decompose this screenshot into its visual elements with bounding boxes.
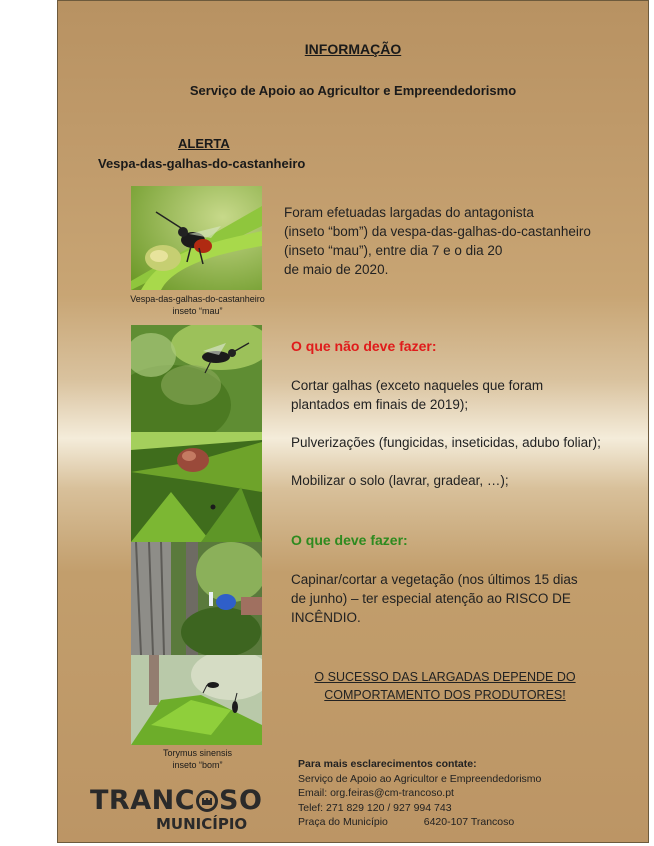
dont-item-1-line2: plantados em finais de 2019);: [291, 397, 469, 412]
logo-wordmark: [90, 786, 262, 816]
do-item-line3: INCÊNDIO.: [291, 610, 361, 625]
wasp-on-leaf-photo: [131, 325, 262, 432]
good-caption-line2: inseto “bom”: [172, 760, 223, 770]
logo-text-a: TRANC: [90, 785, 196, 816]
species-name: Vespa-das-galhas-do-castanheiro: [98, 156, 306, 171]
torymus-photo: [131, 655, 262, 745]
contact-block: [298, 757, 541, 830]
good-caption-line1: Torymus sinensis: [162, 748, 233, 758]
insect-release-photo: [131, 542, 262, 655]
page-title: INFORMAÇÃO: [304, 41, 402, 57]
dont-item-1-line1: Cortar galhas (exceto naqueles que foram: [291, 378, 544, 393]
dont-item-1: [291, 376, 543, 414]
success-line2: COMPORTAMENTO DOS PRODUTORES!: [324, 688, 566, 702]
intro-line: (inseto “mau”), entre dia 7 e o dia 20: [284, 243, 503, 258]
contact-address-row: [298, 815, 541, 830]
logo-text-b: SO: [219, 785, 263, 816]
trancoso-logo: [90, 786, 262, 832]
intro-line: Foram efetuadas largadas do antagonista: [284, 205, 534, 220]
contact-heading: Para mais esclarecimentos contate:: [298, 758, 477, 770]
bad-caption-line2: inseto “mau”: [172, 306, 223, 316]
contact-address: Praça do Município: [298, 816, 388, 828]
logo-castle-icon: [196, 789, 218, 811]
success-line1: O SUCESSO DAS LARGADAS DEPENDE DO: [314, 670, 576, 684]
contact-phone: Telef: 271 829 120 / 927 994 743: [298, 801, 452, 814]
intro-line: de maio de 2020.: [284, 262, 389, 277]
information-poster: [57, 0, 649, 843]
alert-label: ALERTA: [178, 136, 230, 151]
contact-service: Serviço de Apoio ao Agricultor e Empreendedorismo: [298, 772, 542, 785]
bad-insect-caption: [110, 293, 285, 317]
do-item-line1: Capinar/cortar a vegetação (nos últimos 15 dias: [291, 572, 578, 587]
do-item: [291, 570, 578, 627]
intro-text: [284, 203, 591, 279]
success-message: [283, 668, 607, 704]
dont-item-2: Pulverizações (fungicidas, inseticidas, adubo foliar);: [291, 435, 601, 450]
service-name: Serviço de Apoio ao Agricultor e Empreendedorismo: [189, 83, 517, 98]
good-insect-caption: [110, 747, 285, 771]
dont-heading: O que não deve fazer:: [291, 338, 437, 354]
contact-postcode: 6420-107 Trancoso: [423, 816, 515, 828]
do-heading: O que deve fazer:: [291, 532, 408, 548]
chestnut-gall-photo: [131, 432, 262, 542]
intro-line: (inseto “bom”) da vespa-das-galhas-do-castanheiro: [284, 224, 591, 239]
wasp-photo: [131, 186, 262, 290]
bad-caption-line1: Vespa-das-galhas-do-castanheiro: [130, 294, 265, 304]
do-item-line2: de junho) – ter especial atenção ao RISCO DE: [291, 591, 571, 606]
dont-item-3: Mobilizar o solo (lavrar, gradear, …);: [291, 473, 509, 488]
contact-email: Email: org.feiras@cm-trancoso.pt: [298, 787, 454, 799]
logo-subtitle: MUNICÍPIO: [156, 815, 248, 833]
